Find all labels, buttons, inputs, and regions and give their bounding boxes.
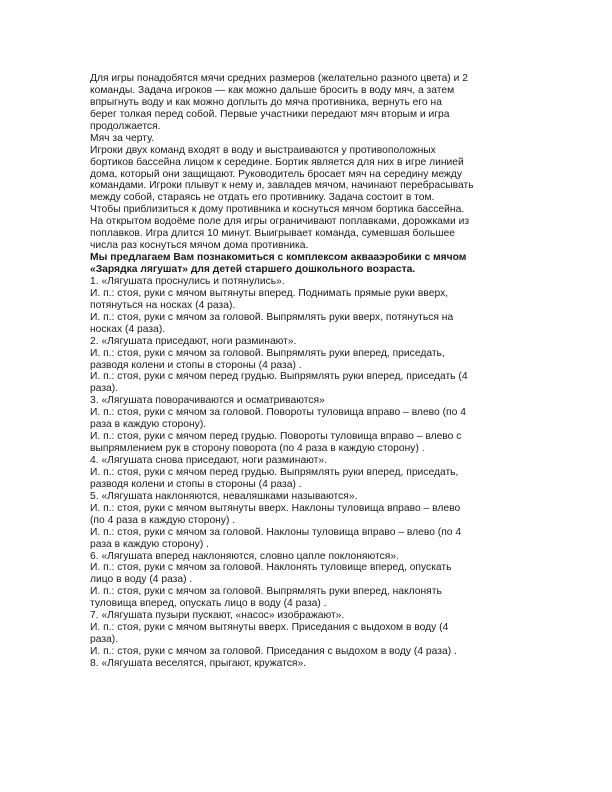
text-line: 2. «Лягушата приседают, ноги разминают». — [90, 335, 297, 347]
text-line: И. п.: стоя, руки с мячом за головой. Приседания с выдохом в воду (4 раза) . — [90, 646, 457, 657]
text-line: 8. «Лягушата веселятся, прыгают, кружатся». — [90, 657, 307, 669]
text-line: носках (4 раза). — [90, 323, 166, 335]
bold-text-line: Мы предлагаем Вам познакомиться с комплексом аквааэробики с мячом — [90, 252, 467, 264]
text-line: команды. Задача игроков — как можно дальше бросить в воду мяч, а затем — [90, 84, 455, 96]
text-line: раза в каждую сторону) . — [90, 538, 209, 550]
text-line: раза). — [90, 634, 119, 646]
text-line: И. п.: стоя, руки с мячом за головой. Выпрямлять руки вперед, приседать, — [90, 347, 445, 359]
text-line: И. п.: стоя, руки с мячом за головой. Наклоны туловища вправо – влево (по 4 — [90, 526, 462, 538]
text-line: И. п.: стоя, руки с мячом за головой. Наклонять туловище вперед, опускать — [90, 562, 452, 574]
text-line: туловища вперед, опускать лицо в воду (4 раза) . — [90, 598, 327, 610]
text-line: дома, который они защищают. Руководитель бросает мяч на середину между — [90, 168, 462, 180]
text-line: Для игры понадобятся мячи средних размеров (желательно разного цвета) и 2 — [90, 73, 468, 84]
text-line: бортиков бассейна лицом к середине. Бортик является для них в игре линией — [90, 156, 464, 168]
text-line: между собой, стараясь не отдать его противнику. Задача состоит в том. — [90, 192, 435, 204]
text-line: И. п.: стоя, руки с мячом за головой. Выпрямлять руки вверх, потянуться на — [90, 311, 454, 323]
text-line: И. п.: стоя, руки с мячом за головой. Повороты туловища вправо – влево (по 4 — [90, 407, 466, 419]
text-line: Чтобы приблизиться к дому противника и коснуться мячом бортика бассейна. — [90, 204, 465, 216]
text-line: И. п.: стоя, руки с мячом перед грудью. Выпрямлять руки вперед, приседать (4 — [90, 371, 468, 383]
bold-text-line: «Зарядка лягушат» для детей старшего дошкольного возраста. — [90, 264, 416, 275]
text-line: продолжается. — [90, 120, 161, 132]
text-line: Мяч за черту. — [90, 132, 155, 144]
text-line: 7. «Лягушата пузыри пускают, «насос» изображают». — [90, 610, 345, 622]
text-line: И. п.: стоя, руки с мячом вытянуты вверх. Наклоны туловища вправо – влево — [90, 502, 461, 514]
text-line: числа раз коснуться мячом дома противника. — [90, 240, 309, 252]
text-line: 1. «Лягушата проснулись и потянулись». — [90, 275, 285, 287]
text-line: И. п.: стоя, руки с мячом вытянуты вверх. Приседания с выдохом в воду (4 — [90, 622, 449, 634]
text-line: И. п.: стоя, руки с мячом перед грудью. Повороты туловища вправо – влево с — [90, 431, 462, 443]
text-line: разводя колени и стопы в стороны (4 раза) . — [90, 478, 302, 490]
text-line: И. п.: стоя, руки с мячом вытянуты вперед. Поднимать прямые руки вверх, — [90, 287, 449, 299]
text-line: потянуться на носках (4 раза). — [90, 299, 236, 311]
text-line: впрыгнуть воду и как можно доплыть до мяча противника, вернуть его на — [90, 96, 442, 108]
text-line: разводя колени и стопы в стороны (4 раза) . — [90, 359, 302, 371]
text-line: 3. «Лягушата поворачиваются и осматриваются» — [90, 395, 325, 407]
text-line: командами. Игроки плывут к нему и, завладев мячом, начинают перебрасывать — [90, 180, 474, 192]
text-line: Игроки двух команд входят в воду и выстраиваются у противоположных — [90, 144, 436, 156]
text-line: лицо в воду (4 раза) . — [90, 574, 193, 586]
text-line: 4. «Лягушата снова приседают, ноги разминают». — [90, 455, 327, 466]
text-line: И. п.: стоя, руки с мячом за головой. Выпрямлять руки вперед, наклонять — [90, 586, 442, 598]
text-line: поплавков. Игра длится 10 минут. Выигрывает команда, сумевшая большее — [90, 228, 455, 240]
document-page — [90, 73, 530, 670]
text-line: 6. «Лягушата вперед наклоняются, словно цапле поклоняются». — [90, 550, 399, 562]
text-line: (по 4 раза в каждую сторону) . — [90, 514, 236, 526]
text-line: раза). — [90, 383, 119, 395]
text-line: 5. «Лягушата наклоняются, неваляшками называются». — [90, 490, 358, 502]
text-line: берег толкая перед собой. Первые участники передают мяч вторым и игра — [90, 108, 450, 120]
text-line: На открытом водоёме поле для игры ограничивают поплавками, дорожками из — [90, 216, 470, 228]
text-line: раза в каждую сторону). — [90, 419, 207, 431]
text-line: выпрямлением рук в сторону поворота (по 4 раза в каждую сторону) . — [90, 443, 425, 455]
text-line: И. п.: стоя, руки с мячом перед грудью. Выпрямлять руки вперед, приседать, — [90, 466, 459, 478]
